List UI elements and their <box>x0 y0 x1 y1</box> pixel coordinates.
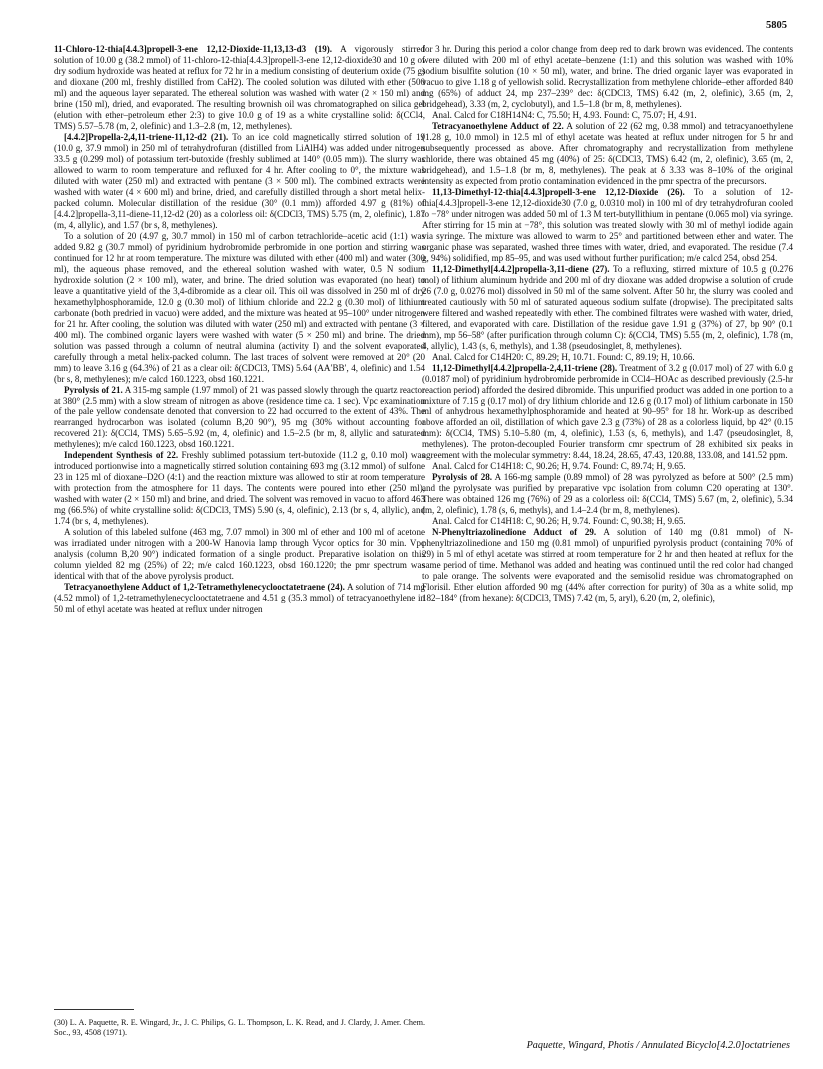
paragraph-title: Tetracyanoethylene Adduct of 1,2-Tetramethylenecyclooctatetraene (24). <box>64 582 345 593</box>
paragraph <box>422 472 793 516</box>
left-column <box>54 44 425 615</box>
paragraph-text: A 315-mg sample (1.97 mmol) of 21 was passed slowly through the quartz reactor at 380° (2.5 mm) with a slow stream of nitrogen as above (residence time ca. 1 sec). Vpc examination of the pale yellow condensate denoted that conversion to 22 had occurred to the extent of 43%. The rearranged hydrocarbon was isolated (column B,20 90°), 95 mg (30% without accounting for recovered 21): δ(CCl4, TMS) 5.65–5.92 (m, 4, olefinic) and 1.5–2.5 (br m, 8, allylic and saturated methylenes); m/e calcd 160.1223, obsd 160.1221. <box>54 384 426 450</box>
paragraph <box>422 516 793 527</box>
paragraph-text: A solution of 22 (62 mg, 0.38 mmol) and tetracyanoethylene (1.28 g, 10.0 mmol) in 12.5 ml of ethyl acetate was heated at reflux under nitrogen for 5 hr and subsequently processed as above. After chromatography and recrystallization from methylene chloride, there was obtained 45 mg (40%) of 25: δ(CDCl3, TMS) 6.42 (m, 2, olefinic), 3.65 (m, 2, bridgehead), and 1.5–1.8 (br m, 8, methylenes). The peak at δ 3.33 was 8–10% of the original intensity as expected from protio contamination evidenced in the pmr spectra of the precursors. <box>422 120 794 186</box>
paragraph <box>54 527 425 582</box>
paragraph-title: 11,12-Dimethyl[4.4.2]propella-2,4,11-triene (28). <box>432 362 618 373</box>
paragraph <box>422 121 793 187</box>
paragraph-title: Independent Synthesis of 22. <box>64 450 179 461</box>
paragraph-title: N-Phenyltriazolinedione Adduct of 29. <box>432 527 597 538</box>
paragraph <box>54 450 425 527</box>
paragraph <box>422 187 793 264</box>
paragraph-text: To a solution of 12-thia[4.4.3]propell-3-ene 12,12-dioxide30 (7.0 g, 0.0310 mol) in 100 ml of dry tetrahydrofuran cooled to −78° under nitrogen was added 50 ml of 1.3 M tert-butyllithium in pentane (0.065 mol) via syringe. After stirring for 15 min at −78°, this solution was treated slowly with 30 ml of methyl iodide again via syringe. The mixture was allowed to warm to 25° and partitioned between ether and water. The organic phase was separated, washed three times with water, dried, and evaporated. The residue (7.4 g, 94%) solidified, mp 85–95, and was used without further purification; m/e calcd 254, obsd 254. <box>422 186 793 263</box>
paragraph-text: for 3 hr. During this period a color change from deep red to dark brown was evidenced. The contents were diluted with 200 ml of ethyl acetate–benzene (1:1) and this solution was washed with 10% sodium bisulfite solution (10 × 50 ml), water, and brine. The dried organic layer was evaporated in vacuo to give 1.18 g of yellowish solid. Recrystallization from methylene chloride–ether afforded 840 mg (65%) of adduct 24, mp 237–239° dec: δ(CDCl3, TMS) 6.42 (m, 2, olefinic), 3.65 (m, 2, bridgehead), 3.33 (m, 2, cyclobutyl), and 1.5–1.8 (br m, 8, methylenes). <box>422 44 793 109</box>
footnote: (30) L. A. Paquette, R. E. Wingard, Jr., J. C. Philips, G. L. Thompson, L. K. Read, and J. Clardy, J. Amer. Chem. Soc., 93, 4508 (1971). <box>54 1018 425 1037</box>
paragraph-title: 11,12-Dimethyl[4.4.2]propella-3,11-diene (27). <box>432 263 610 274</box>
paragraph <box>422 44 793 110</box>
paragraph-text: To a refluxing, stirred mixture of 10.5 g (0.276 mol) of lithium aluminum hydride and 200 ml of dry dioxane was added dropwise a solution of crude 26 (7.0 g, 0.0276 mol) dissolved in 50 ml of the same solvent. After 50 hr, the slurry was cooled and treated cautiously with 50 ml of saturated aqueous sodium sulfate (dropwise). The precipitated salts were filtered and washed repeatedly with ether. The combined filtrates were washed with water, dried, filtered, and evaporated with care. Distillation of the residue gave 1.91 g (37%) of 27, bp 90° (0.1 mm), mp 56–58° (after purification through column C): δ(CCl4, TMS) 5.55 (m, 2, olefinic), 1.78 (m, 4, allylic), 1.43 (s, 6, methyls), and 1.38 (pseudosinglet, 8, methylenes). <box>422 263 793 351</box>
paragraph-text: Freshly sublimed potassium tert-butoxide (11.2 g, 0.10 mol) was introduced portionwise into a magnetically stirred solution containing 693 mg (3.12 mmol) of sulfone 23 in 125 ml of dioxane–D2O (4:1) and the reaction mixture was allowed to stir at room temperature with protection from the atmosphere for 11 days. The contents were poured into ether (250 ml), washed with water (2 × 150 ml) and brine, and dried. The solvent was removed in vacuo to afford 463 mg (66.5%) of white crystalline solid: δ(CDCl3, TMS) 5.90 (s, 4, olefinic), 2.13 (br s, 4, allylic), and 1.74 (br s, 4, methylenes). <box>54 450 425 527</box>
paragraph-text: A vigorously stirred solution of 10.00 g (38.2 mmol) of 11-chloro-12-thia[4.4.3]propell-3-ene 12,12-dioxide30 and 10 g of dry sodium hydroxide was heated at reflux for 72 hr in a medium consisting of deuterium oxide (75 g) and dioxane (200 ml, freshly distilled from CaH2). The cooled solution was diluted with ether (500 ml) and the aqueous layer separated. The ethereal solution was washed with water (2 × 150 ml) and brine (150 ml), dried, and evaporated. The resulting brownish oil was chromatographed on silica gel (elution with ether–petroleum ether 2:3) to give 10.0 g of 19 as a white crystalline solid: δ(CCl4, TMS) 5.57–5.78 (m, 2, olefinic) and 1.3–2.8 (m, 12, methylenes). <box>54 44 425 131</box>
paragraph-title: 11-Chloro-12-thia[4.4.3]propell-3-ene 12,12-Dioxide-11,13,13-d3 (19). <box>54 44 333 54</box>
paragraph <box>422 264 793 352</box>
paragraph <box>54 385 425 451</box>
paragraph-title: Tetracyanoethylene Adduct of 22. <box>432 120 564 131</box>
paragraph-text: Anal. Calcd for C18H14N4: C, 75.50; H, 4.93. Found: C, 75.07; H, 4.91. <box>432 109 697 120</box>
paragraph-text: Anal. Calcd for C14H18: C, 90.26; H, 9.74. Found: C, 89.74; H, 9.65. <box>432 461 686 472</box>
paragraph-text: A solution of 714 mg (4.52 mmol) of 1,2-tetramethylenecyclooctatetraene and 4.51 g (35.3 mmol) of tetracyanoethylene in 50 ml of ethyl acetate was heated at reflux under nitrogen <box>54 582 426 615</box>
paragraph-text: Anal. Calcd for C14H18: C, 90.26; H, 9.74. Found: C, 90.38; H, 9.65. <box>432 516 686 527</box>
paragraph-text: Treatment of 3.2 g (0.017 mol) of 27 with 6.0 g (0.0187 mol) of pyridinium hydrobromide perbromide in CCl4–HOAc as described previously (2.5-hr reaction period) afforded the desired dibromide. This unpurified product was added in one portion to a mixture of 7.15 g (0.17 mol) of dry lithium chloride and 12.6 g (0.17 mol) of lithium carbonate in 150 ml of anhydrous hexamethylphosphoramide and heated at 90–95° for 18 hr. Work-up as described above afforded an oil, distillation of which gave 2.3 g (73%) of 28 as a colorless liquid, bp 42° (0.15 mm): δ(CCl4, TMS) 5.10–5.80 (m, 4, olefinic), 1.53 (s, 6, methyls), and 1.47 (pseudosinglet, 8, methylenes). The proton-decoupled Fourier transform cmr spectrum of 28 exhibited six peaks in agreement with the molecular symmetry: 8.44, 18.24, 28.65, 47.43, 120.88, 133.08, and 141.52 ppm. <box>422 362 794 461</box>
paragraph-title: Pyrolysis of 28. <box>432 472 493 483</box>
paragraph <box>422 527 793 604</box>
paragraph-text: A solution of this labeled sulfone (463 mg, 7.07 mmol) in 300 ml of ether and 100 ml of acetone was irradiated under nitrogen with a 200-W Hanovia lamp through Vycor optics for 30 min. Vpc analysis (column B,20 90°) indicated formation of a single product. Preparative isolation on this column yielded 82 mg (25%) of 22; m/e calcd 160.1223, obsd 160.1220; the pmr spectrum was identical with that of the above pyrolysis product. <box>54 527 425 582</box>
paragraph <box>54 231 425 385</box>
paragraph <box>422 352 793 363</box>
right-column <box>422 44 793 604</box>
paragraph <box>422 461 793 472</box>
footnote-divider <box>54 1009 134 1010</box>
paragraph-title: [4.4.2]Propella-2,4,11-triene-11,12-d2 (21). <box>64 131 229 142</box>
page-number: 5805 <box>766 20 787 31</box>
paragraph-text: Anal. Calcd for C14H20: C, 89.29; H, 10.71. Found: C, 89.19; H, 10.66. <box>432 351 695 362</box>
paragraph-text: To a solution of 20 (4.97 g, 30.7 mmol) in 150 ml of carbon tetrachloride–acetic acid (1:1) was added 9.82 g (30.7 mmol) of pyridinium hydrobromide perbromide in one portion and stirring was continued for 12 hr at room temperature. The mixture was diluted with ether (400 ml) and water (300 ml), the aqueous phase removed, and the ethereal solution washed with water, 0.5 N sodium hydroxide solution (2 × 100 ml), water, and brine. The dried solution was evaporated (no heat) to leave a quantitative yield of the 3,4-dibromide as a clear oil. This oil was dissolved in 250 ml of dry hexamethylphosphoramide, 12.0 g (0.30 mol) of lithium chloride and 22.2 g (0.30 mol) of lithium carbonate (both predried in vacuo) were added, and the mixture was heated at 95–100° under nitrogen for 21 hr. After cooling, the solution was diluted with water (250 ml) and extracted with pentane (3 × 400 ml). The combined organic layers were washed with water (5 × 250 ml) and brine. The dried solution was passed through a column of neutral alumina (activity I) and the solvent evaporated carefully through a metal helix-packed column. The last traces of solvent were removed at 20° (20 mm) to leave 3.16 g (64.3%) of 21 as a clear oil: δ(CDCl3, TMS) 5.64 (AA′BB′, 4, olefinic) and 1.54 (br s, 8, methylenes); m/e calcd 160.1223, obsd 160.1221. <box>54 230 425 384</box>
paragraph-title: Pyrolysis of 21. <box>64 384 123 395</box>
paragraph <box>422 110 793 121</box>
running-footer: Paquette, Wingard, Photis / Annulated Bicyclo[4.2.0]octatrienes <box>526 1040 790 1051</box>
paragraph <box>422 363 793 462</box>
paragraph-text: A solution of 140 mg (0.81 mmol) of N-phenyltriazolinedione and 150 mg (0.81 mmol) of unpurified pyrolysis product (containing 70% of 29) in 5 ml of ethyl acetate was stirred at room temperature for 2 hr and then heated at reflux for the same period of time. Methanol was added and heating was continued until the red color had changed to pale orange. The solvents were evaporated and the semisolid residue was chromatographed on Florisil. Ether elution afforded 90 mg (44% after correction for purity) of 30a as a white solid, mp 182–184° (from hexane): δ(CDCl3, TMS) 7.42 (m, 5, aryl), 6.20 (m, 2, olefinic), <box>422 527 793 604</box>
paragraph-text: To an ice cold magnetically stirred solution of 19 (10.0 g, 37.9 mmol) in 250 ml of tetrahydrofuran (distilled from LiAlH4) was added under nitrogen 33.5 g (0.299 mol) of potassium tert-butoxide (freshly sublimed at 140° (0.05 mm)). The slurry was allowed to warm to room temperature and refluxed for 4 hr. After cooling to 0°, the mixture was diluted with water (250 ml) and extracted with pentane (3 × 500 ml). The combined extracts were washed with water (4 × 600 ml) and brine, dried, and carefully distilled through a short metal helix-packed column. Molecular distillation of the residue (30° (0.1 mm)) afforded 4.97 g (81%) of [4.4.2]propella-3,11-diene-11,12-d2 (20) as a colorless oil: δ(CDCl3, TMS) 5.75 (m, 2, olefinic), 1.87 (m, 4, allylic), and 1.57 (br s, 8, methylenes). <box>54 131 425 230</box>
paragraph <box>54 582 425 615</box>
paragraph-text: A 166-mg sample (0.89 mmol) of 28 was pyrolyzed as before at 500° (2.5 mm) and the pyrolysate was purified by preparative vpc isolation from column C20 operating at 130°. There was obtained 126 mg (76%) of 29 as a colorless oil: δ(CCl4, TMS) 5.67 (m, 2, olefinic), 5.34 (m, 2, olefinic), 1.78 (s, 6, methyls), and 1.4–2.4 (br m, 8, methylenes). <box>422 472 793 516</box>
paragraph-title: 11,13-Dimethyl-12-thia[4.4.3]propell-3-ene 12,12-Dioxide (26). <box>432 186 685 197</box>
paragraph <box>54 44 425 132</box>
paragraph <box>54 132 425 231</box>
